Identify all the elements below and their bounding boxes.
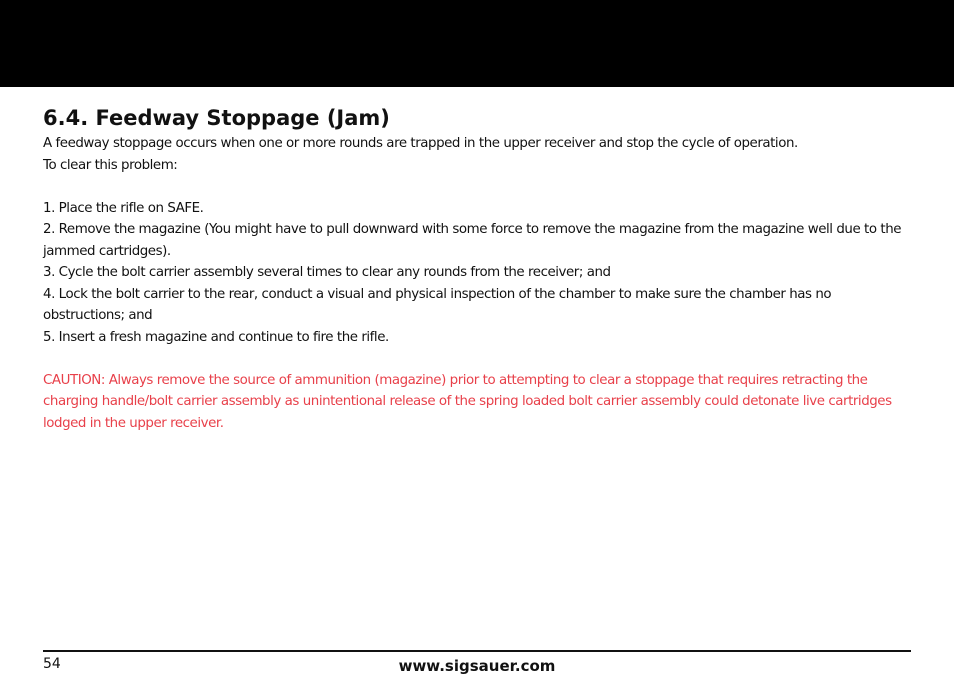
step-item-1: 1. Place the rifle on SAFE. (43, 200, 204, 216)
step-list (43, 198, 911, 349)
page-content (43, 103, 911, 434)
footer-divider (43, 650, 911, 652)
step-item-5: 5. Insert a fresh magazine and continue to fire the rifle. (43, 329, 389, 345)
step-item-3: 3. Cycle the bolt carrier assembly several times to clear any rounds from the receiver; and (43, 265, 611, 280)
step-item-4: 4. Lock the bolt carrier to the rear, conduct a visual and physical inspection of the chamber to make sure the chamber has no obstructions; and (43, 286, 832, 323)
spacer (43, 348, 911, 370)
spacer (43, 176, 911, 198)
header-bar (0, 0, 954, 87)
intro-line-1: A feedway stoppage occurs when one or more rounds are trapped in the upper receiver and stop the cycle of operation. (43, 136, 798, 151)
caution-notice: CAUTION: Always remove the source of ammunition (magazine) prior to attempting to clear a stoppage that requires retracting the charging handle/bolt carrier assembly as unintentional release of the spring loaded bolt carrier assembly could detonate live cartridges lodged in the upper receiver. (43, 372, 892, 431)
website-link[interactable]: www.sigsauer.com (398, 657, 556, 675)
step-item-2: 2. Remove the magazine (You might have to pull downward with some force to remove the magazine from the magazine well due to the jammed cartridges). (43, 222, 902, 259)
section-title: 6.4. Feedway Stoppage (Jam) (43, 106, 390, 130)
page-number: 54 (43, 656, 61, 672)
intro-line-2: To clear this problem: (43, 157, 178, 173)
